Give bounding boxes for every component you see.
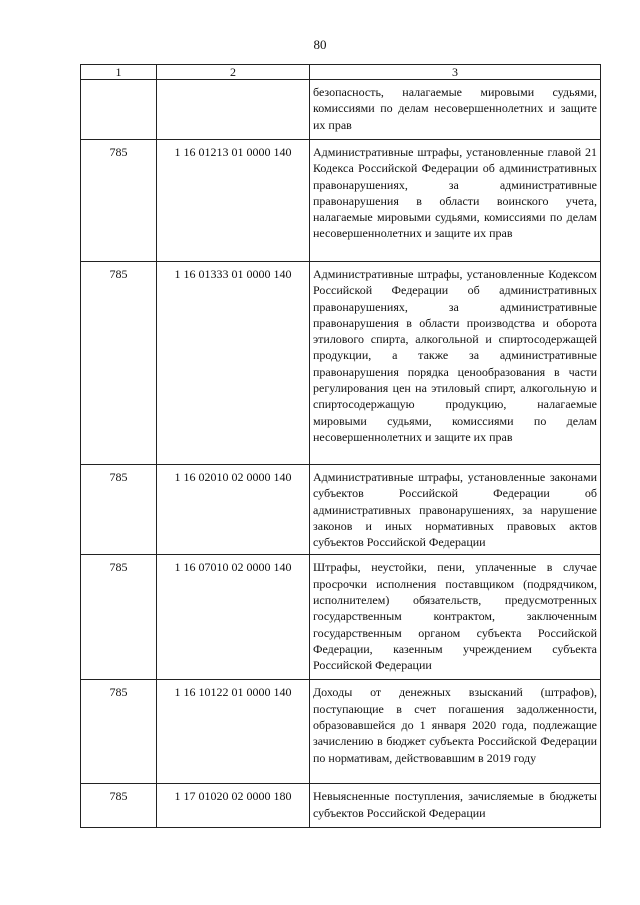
budget-code-cell: 1 16 10122 01 0000 140 bbox=[157, 680, 310, 784]
page-number: 80 bbox=[313, 37, 327, 52]
income-name-cell: Административные штрафы, установленные Кодексом Российской Федерации об административных правонарушениях, за административные правонарушения в области производства и оборота этилового спирта, алкогольной и спиртосодержащей продукции, а также за административные правонарушения порядка ценообразования в части регулирования цен на этиловый спирт, алкогольную и спиртосодержащую продукцию, налагаемые мировыми судьями, комиссиями по делам несовершеннолетних и защите их прав bbox=[310, 262, 601, 465]
budget-codes-table bbox=[80, 64, 601, 828]
table-row bbox=[81, 680, 601, 784]
budget-code-cell: 1 16 01213 01 0000 140 bbox=[157, 140, 310, 262]
table-row bbox=[81, 80, 601, 140]
income-name-cell: Доходы от денежных взысканий (штрафов), поступающие в счет погашения задолженности, образовавшейся до 1 января 2020 года, подлежащие зачислению в бюджет субъекта Российской Федерации по нормативам, действовавшим в 2019 году bbox=[310, 680, 601, 784]
table-header-row bbox=[81, 65, 601, 80]
table-row bbox=[81, 465, 601, 555]
budget-code-cell: 1 16 01333 01 0000 140 bbox=[157, 262, 310, 465]
admin-code-cell bbox=[81, 80, 157, 140]
column-header-3: 3 bbox=[310, 65, 601, 80]
column-header-1: 1 bbox=[81, 65, 157, 80]
income-name-cell: безопасность, налагаемые мировыми судьями, комиссиями по делам несовершеннолетних и защите их прав bbox=[310, 80, 601, 140]
income-name-cell: Административные штрафы, установленные законами субъектов Российской Федерации об административных правонарушениях, за нарушение законов и иных нормативных правовых актов субъектов Российской Федерации bbox=[310, 465, 601, 555]
admin-code-cell: 785 bbox=[81, 555, 157, 680]
admin-code-cell: 785 bbox=[81, 784, 157, 828]
admin-code-cell: 785 bbox=[81, 465, 157, 555]
table-row bbox=[81, 140, 601, 262]
admin-code-cell: 785 bbox=[81, 680, 157, 784]
table-row bbox=[81, 262, 601, 465]
income-name-cell: Штрафы, неустойки, пени, уплаченные в случае просрочки исполнения поставщиком (подрядчиком, исполнителем) обязательств, предусмотренных государственным контрактом, заключенным государственным органом субъекта Российской Федерации, казенным учреждением субъекта Российской Федерации bbox=[310, 555, 601, 680]
table-row bbox=[81, 555, 601, 680]
budget-code-cell: 1 17 01020 02 0000 180 bbox=[157, 784, 310, 828]
admin-code-cell: 785 bbox=[81, 140, 157, 262]
income-name-cell: Невыясненные поступления, зачисляемые в бюджеты субъектов Российской Федерации bbox=[310, 784, 601, 828]
admin-code-cell: 785 bbox=[81, 262, 157, 465]
budget-code-cell bbox=[157, 80, 310, 140]
budget-code-cell: 1 16 02010 02 0000 140 bbox=[157, 465, 310, 555]
income-name-cell: Административные штрафы, установленные главой 21 Кодекса Российской Федерации об административных правонарушениях, за административные правонарушения в области воинского учета, налагаемые мировыми судьями, комиссиями по делам несовершеннолетних и защите их прав bbox=[310, 140, 601, 262]
budget-code-cell: 1 16 07010 02 0000 140 bbox=[157, 555, 310, 680]
column-header-2: 2 bbox=[157, 65, 310, 80]
table-row bbox=[81, 784, 601, 828]
